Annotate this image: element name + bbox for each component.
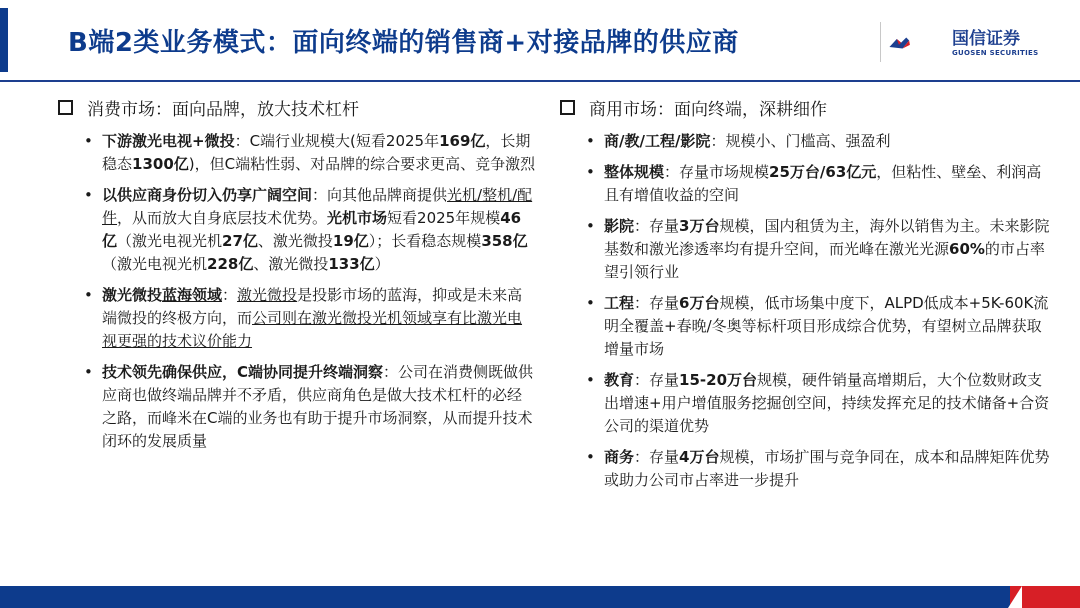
item-keyword: 下游激光电视+微投 (102, 132, 235, 150)
item-keyword: 27亿 (222, 232, 258, 250)
item-text: 规模，国内租赁为主，海外以销售为主。未来影院基数和激光渗透率均有提升空间，而光峰在激光光源 (604, 217, 1050, 258)
item-keyword: 技术领先确保供应，C端协同提升终端洞察 (102, 363, 384, 381)
item-text: )，但C端粘性弱、对品牌的综合要求更高、竞争激烈 (188, 155, 536, 173)
header-rule (0, 80, 1080, 82)
item-text: ，长期稳态 (102, 132, 531, 173)
logo-divider (880, 22, 881, 62)
item-text: 是投影市场的蓝海，抑或是未来高端微投的终极方向，而 (102, 286, 523, 327)
list-item (58, 361, 536, 453)
right-bullet-list (560, 130, 1050, 492)
item-text: ） (374, 255, 390, 273)
left-column (58, 92, 536, 461)
item-text: ：存量市场规模 (664, 163, 770, 181)
item-keyword: 133亿 (328, 255, 375, 273)
item-text: ：存量 (634, 294, 680, 312)
item-underlined: 激光微投 (237, 286, 298, 304)
item-keyword: 15-20万台 (679, 371, 758, 389)
list-item (560, 130, 1050, 153)
checkbox-square-icon (58, 100, 73, 115)
item-keyword: 影院 (604, 217, 635, 235)
logo-text-cn: 国信证券 (952, 29, 1020, 49)
right-section-heading (560, 92, 1050, 122)
list-item (560, 369, 1050, 438)
item-text: 短看2025年规模 (387, 209, 501, 227)
logo-text-en: GUOSEN SECURITIES (952, 49, 1039, 57)
list-item (58, 184, 536, 276)
list-item (560, 446, 1050, 492)
item-text: 规模，低市场集中度下，ALPD低成本+5K-60K流明全覆盖+春晚/冬奥等标杆项目形成综合优势，有望树立品牌获取增量市场 (604, 294, 1049, 358)
item-text: ：公司在消费侧既做供应商也做终端品牌并不矛盾，供应商角色是做大技术杠杆的必经之路，而峰米在C端的业务也有助于提升市场洞察，从而提升技术闭环的发展质量 (102, 363, 534, 450)
item-text: ：存量 (634, 371, 680, 389)
left-section-heading (58, 92, 536, 122)
item-text: 、激光微投 (257, 232, 333, 250)
item-keyword: 228亿 (207, 255, 254, 273)
item-text: ：存量 (634, 217, 680, 235)
list-item (58, 284, 536, 353)
item-underlined: 光机/整机/配件 (102, 186, 533, 227)
list-item (560, 161, 1050, 207)
item-keyword: 商务 (604, 448, 635, 466)
item-keyword: 3万台 (679, 217, 720, 235)
item-keyword: 激光微投 (102, 286, 163, 304)
item-keyword: 60% (949, 240, 985, 258)
guosen-logo-icon (888, 18, 950, 68)
right-column (560, 92, 1050, 500)
item-text: 、激光微投 (253, 255, 329, 273)
item-text: 的市占率望引领行业 (604, 240, 1045, 281)
item-text: （激光电视光机 (102, 255, 208, 273)
item-keyword: 358亿 (481, 232, 528, 250)
item-underlined: 公司则在激光微投光机领域享有比激光电视更强的技术议价能力 (102, 309, 523, 350)
checkbox-square-icon (560, 100, 575, 115)
item-keyword: 以供应商身份切入仍享广阔空间 (102, 186, 313, 204)
item-text: ：向其他品牌商提供 (312, 186, 448, 204)
item-keyword: 4万台 (679, 448, 720, 466)
title-accent-bar (0, 8, 8, 72)
item-keyword: 6万台 (679, 294, 720, 312)
item-keyword: 光机市场 (327, 209, 388, 227)
slide-header (0, 0, 1080, 85)
item-text: 规模，硬件销量高增期后，大个位数财政支出增速+用户增值服务挖掘创空间，持续发挥充足的技术储备+合资公司的渠道优势 (604, 371, 1050, 435)
item-text: ：规模小、门槛高、强盈利 (710, 132, 891, 150)
item-text: ，但粘性、壁垒、利润高且有增值收益的空间 (604, 163, 1042, 204)
list-item (58, 130, 536, 176)
item-text: ： (222, 286, 238, 304)
item-keyword: 商/教/工程/影院 (604, 132, 711, 150)
item-keyword: 46亿 (102, 209, 522, 250)
item-keyword: 整体规模 (604, 163, 665, 181)
item-text: ，从而放大自身底层技术优势。 (117, 209, 328, 227)
item-text: （激光电视光机 (117, 232, 223, 250)
page-title: B端2类业务模式：面向终端的销售商+对接品牌的供应商 (68, 28, 739, 58)
left-heading-text: 消费市场：面向品牌，放大技术杠杆 (87, 99, 359, 120)
item-keyword: 1300亿 (132, 155, 189, 173)
footer-bar (0, 586, 1080, 608)
list-item (560, 292, 1050, 361)
footer-cut (1008, 586, 1022, 608)
item-keyword: 19亿 (332, 232, 369, 250)
item-keyword-underlined: 蓝海领域 (162, 286, 223, 304)
item-keyword: 教育 (604, 371, 635, 389)
item-text: ：C端行业规模大(短看2025年 (234, 132, 440, 150)
left-bullet-list (58, 130, 536, 453)
title-bar (0, 0, 860, 80)
item-keyword: 169亿 (439, 132, 486, 150)
list-item (560, 215, 1050, 284)
item-text: ：存量 (634, 448, 680, 466)
item-text: 规模，市场扩围与竞争同在，成本和品牌矩阵优势或助力公司市占率进一步提升 (604, 448, 1050, 489)
item-keyword: 工程 (604, 294, 635, 312)
item-text: ）；长看稳态规模 (368, 232, 482, 250)
right-heading-text: 商用市场：面向终端，深耕细作 (589, 99, 827, 120)
item-keyword: 25万台/63亿元 (769, 163, 877, 181)
